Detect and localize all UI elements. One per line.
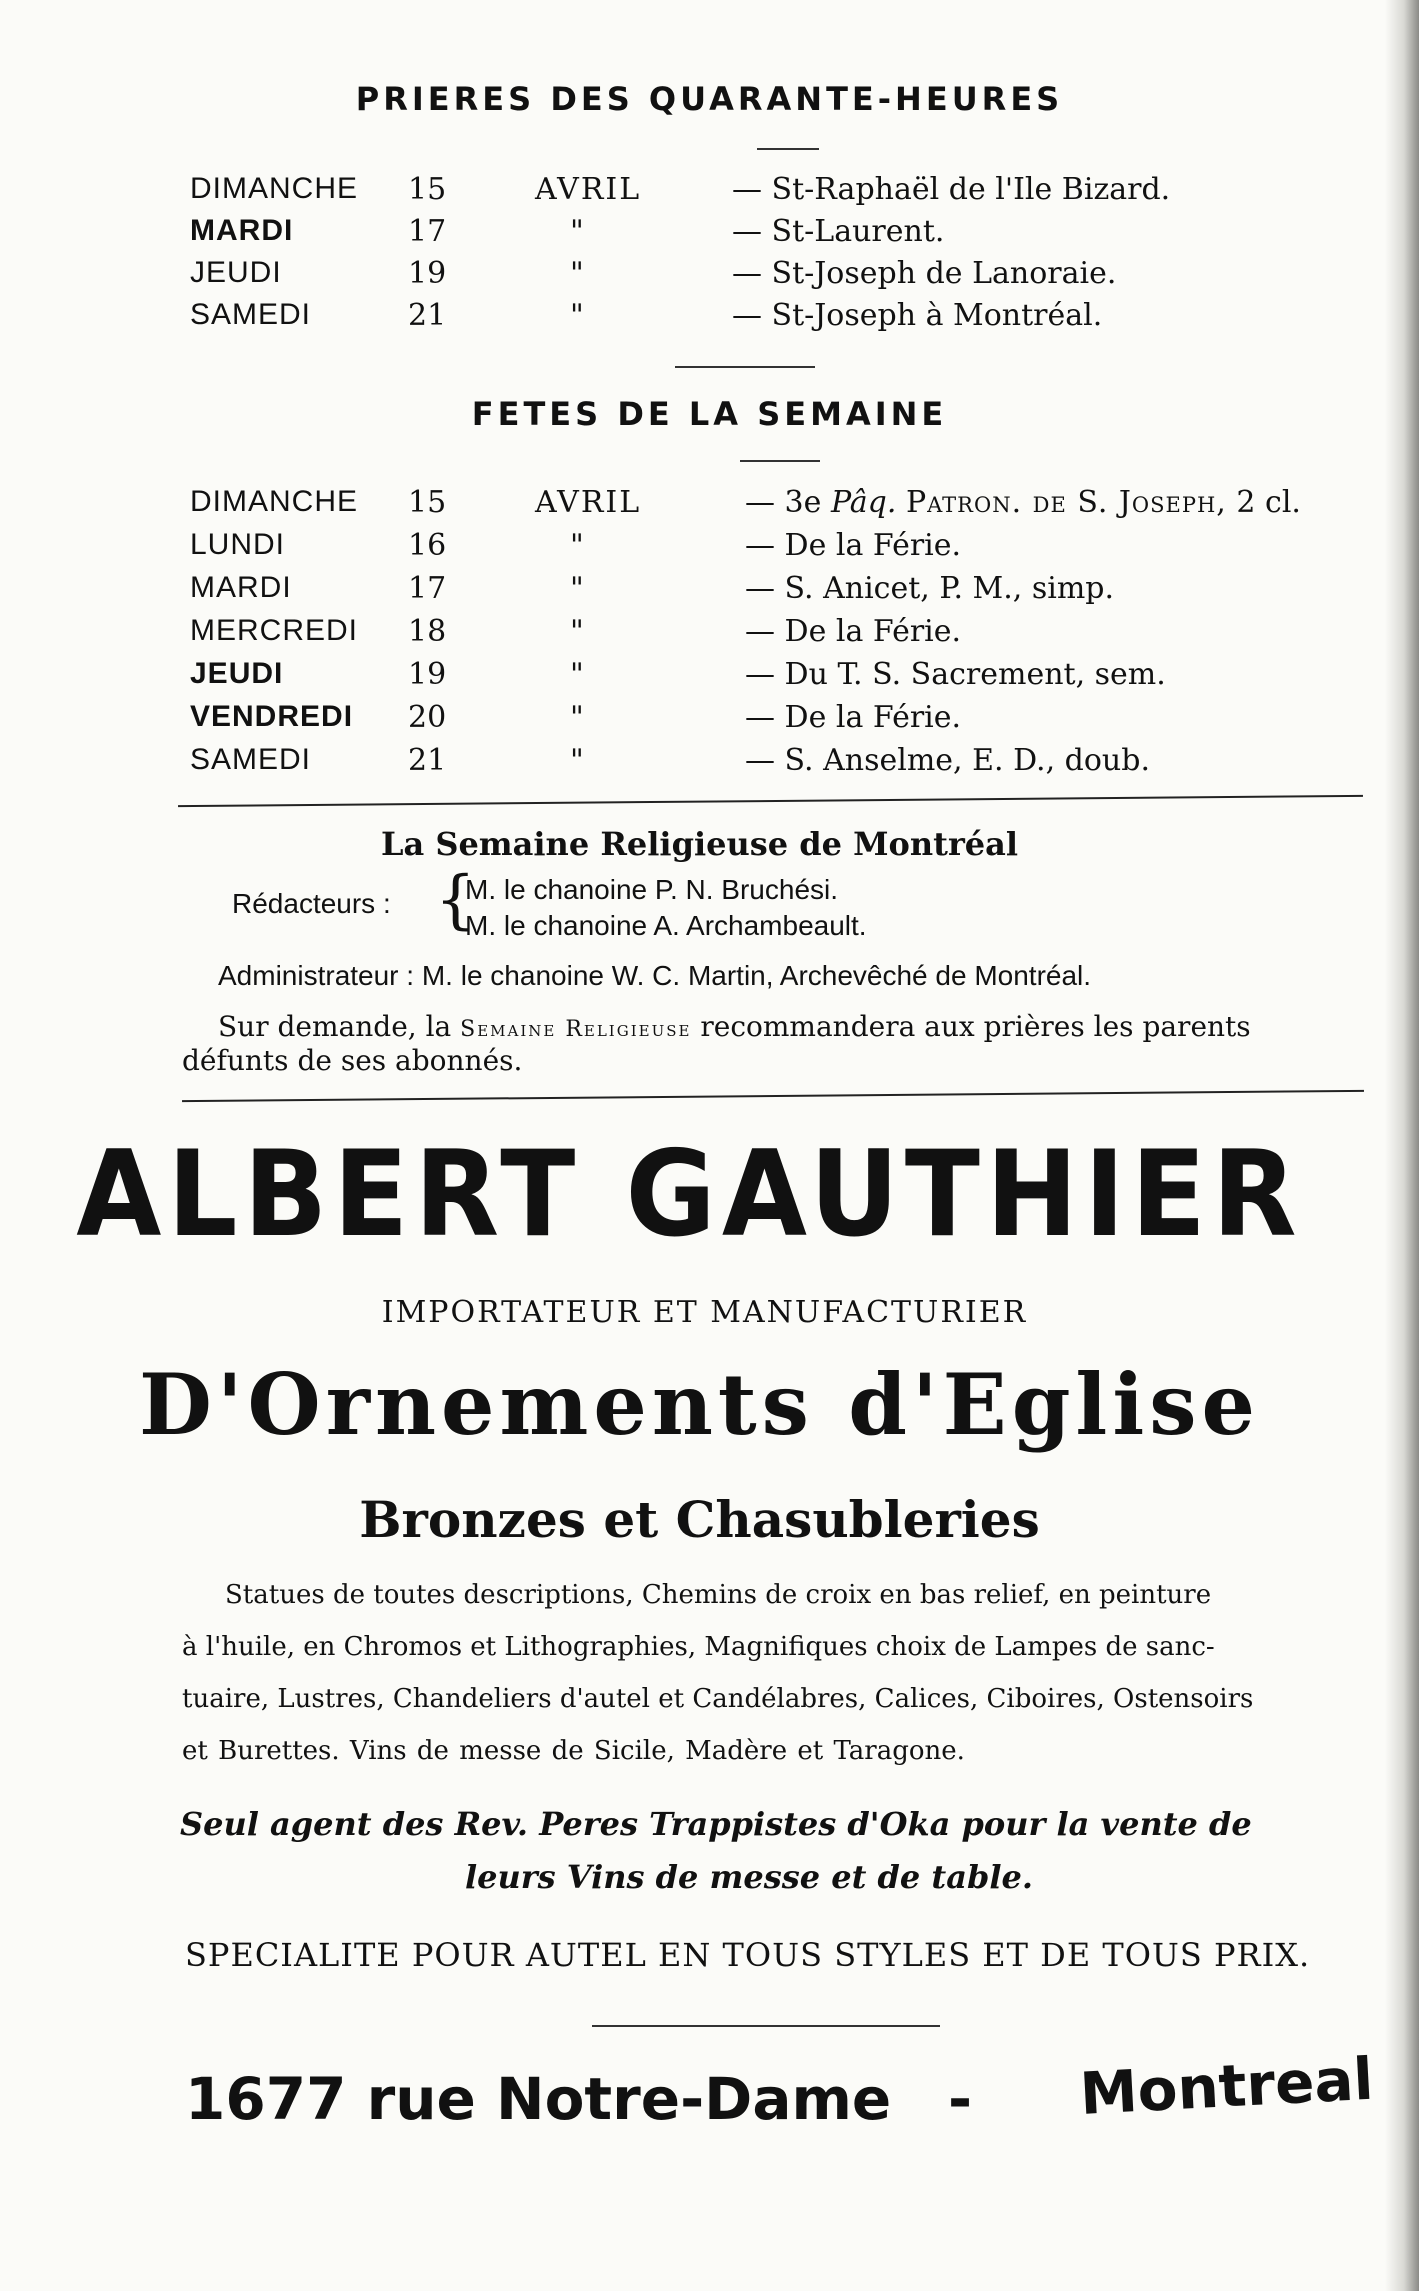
month: " — [570, 743, 586, 778]
day: LUNDI — [190, 528, 286, 561]
address-divider — [592, 2025, 940, 2027]
date: 17 — [408, 571, 447, 606]
parish: — St-Joseph à Montréal. — [732, 298, 1103, 333]
date: 19 — [408, 657, 447, 692]
day: MARDI — [190, 571, 292, 604]
address-separator: - — [948, 2065, 973, 2133]
date: 21 — [408, 743, 447, 778]
redacteur-1: M. le chanoine P. N. Bruchési. — [465, 874, 839, 905]
month: " — [570, 700, 586, 735]
ad-subtitle: IMPORTATEUR ET MANUFACTURIER — [381, 1295, 1028, 1330]
day: DIMANCHE — [190, 485, 359, 518]
feast: — Du T. S. Sacrement, sem. — [745, 657, 1166, 692]
specialite-line: SPECIALITE POUR AUTEL EN TOUS STYLES ET DE TOUS PRIX. — [185, 1936, 1311, 1974]
notice-line-2: défunts de ses abonnés. — [182, 1044, 523, 1077]
table-row — [0, 298, 1419, 340]
date: 16 — [408, 528, 447, 563]
month: " — [570, 528, 586, 563]
month: " — [570, 256, 586, 291]
street-address: 1677 rue Notre-Dame — [185, 2065, 892, 2133]
table-row — [0, 743, 1419, 785]
page-edge-shadow — [1385, 0, 1419, 2291]
month: " — [570, 614, 586, 649]
feast: — S. Anselme, E. D., doub. — [745, 743, 1150, 778]
month: AVRIL — [535, 172, 642, 207]
day: SAMEDI — [190, 743, 312, 776]
day: MERCREDI — [190, 614, 359, 647]
desc-line-2: à l'huile, en Chromos et Lithographies, Magnifiques choix de Lampes de sanc- — [182, 1632, 1215, 1662]
title-dash — [757, 148, 819, 150]
section-rule — [182, 1090, 1364, 1102]
table-row — [0, 571, 1419, 613]
agent-line-2: leurs Vins de messe et de table. — [465, 1858, 1033, 1896]
date: 20 — [408, 700, 447, 735]
table-row — [0, 657, 1419, 699]
title-dash — [740, 460, 820, 462]
table-row — [0, 172, 1419, 214]
section-rule — [178, 795, 1363, 807]
feast: — De la Férie. — [745, 614, 962, 649]
date: 15 — [408, 485, 447, 520]
date: 19 — [408, 256, 447, 291]
day: JEUDI — [190, 256, 282, 289]
table-row — [0, 614, 1419, 656]
day: SAMEDI — [190, 298, 312, 331]
day: JEUDI — [190, 657, 284, 690]
desc-line-3: tuaire, Lustres, Chandeliers d'autel et Candélabres, Calices, Ciboires, Ostensoirs — [182, 1684, 1254, 1714]
table-row — [0, 214, 1419, 256]
date: 15 — [408, 172, 447, 207]
fetes-title: FETES DE LA SEMAINE — [471, 395, 948, 433]
month: " — [570, 571, 586, 606]
parish: — St-Raphaël de l'Ile Bizard. — [732, 172, 1171, 207]
prieres-title: PRIERES DES QUARANTE-HEURES — [355, 80, 1064, 118]
ornements-heading: D'Ornements d'Eglise — [138, 1355, 1260, 1454]
day: VENDREDI — [190, 700, 354, 733]
date: 18 — [408, 614, 447, 649]
administrateur: Administrateur : M. le chanoine W. C. Martin, Archevêché de Montréal. — [218, 960, 1092, 991]
redacteurs-label: Rédacteurs : — [232, 888, 391, 919]
table-row — [0, 485, 1419, 527]
redacteur-2: M. le chanoine A. Archambeault. — [465, 910, 867, 941]
feast: — S. Anicet, P. M., simp. — [745, 571, 1115, 606]
month: " — [570, 214, 586, 249]
parish: — St-Joseph de Lanoraie. — [732, 256, 1117, 291]
table-row — [0, 256, 1419, 298]
feast: — 3e Pâq. Patron. de S. Joseph, 2 cl. — [745, 485, 1301, 520]
desc-line-4: et Burettes. Vins de messe de Sicile, Madère et Taragone. — [182, 1736, 965, 1766]
agent-line-1: Seul agent des Rev. Peres Trappistes d'Oka pour la vente de — [180, 1805, 1252, 1843]
day: MARDI — [190, 214, 294, 247]
feast: — De la Férie. — [745, 528, 962, 563]
feast: — De la Férie. — [745, 700, 962, 735]
notice-line-1: Sur demande, la Semaine Religieuse recommandera aux prières les parents — [218, 1010, 1251, 1043]
advertiser-name: ALBERT GAUTHIER — [76, 1124, 1303, 1264]
semaine-title: La Semaine Religieuse de Montréal — [380, 825, 1019, 863]
date: 17 — [408, 214, 447, 249]
brace: { — [435, 863, 476, 937]
desc-line-1: Statues de toutes descriptions, Chemins de croix en bas relief, en peinture — [225, 1580, 1212, 1610]
section-divider — [675, 366, 815, 368]
month: AVRIL — [535, 485, 642, 520]
day: DIMANCHE — [190, 172, 359, 205]
month: " — [570, 298, 586, 333]
city: Montreal — [1078, 2044, 1375, 2128]
parish: — St-Laurent. — [732, 214, 945, 249]
table-row — [0, 700, 1419, 742]
date: 21 — [408, 298, 447, 333]
table-row — [0, 528, 1419, 570]
month: " — [570, 657, 586, 692]
bronzes-heading: Bronzes et Chasubleries — [359, 1490, 1040, 1549]
